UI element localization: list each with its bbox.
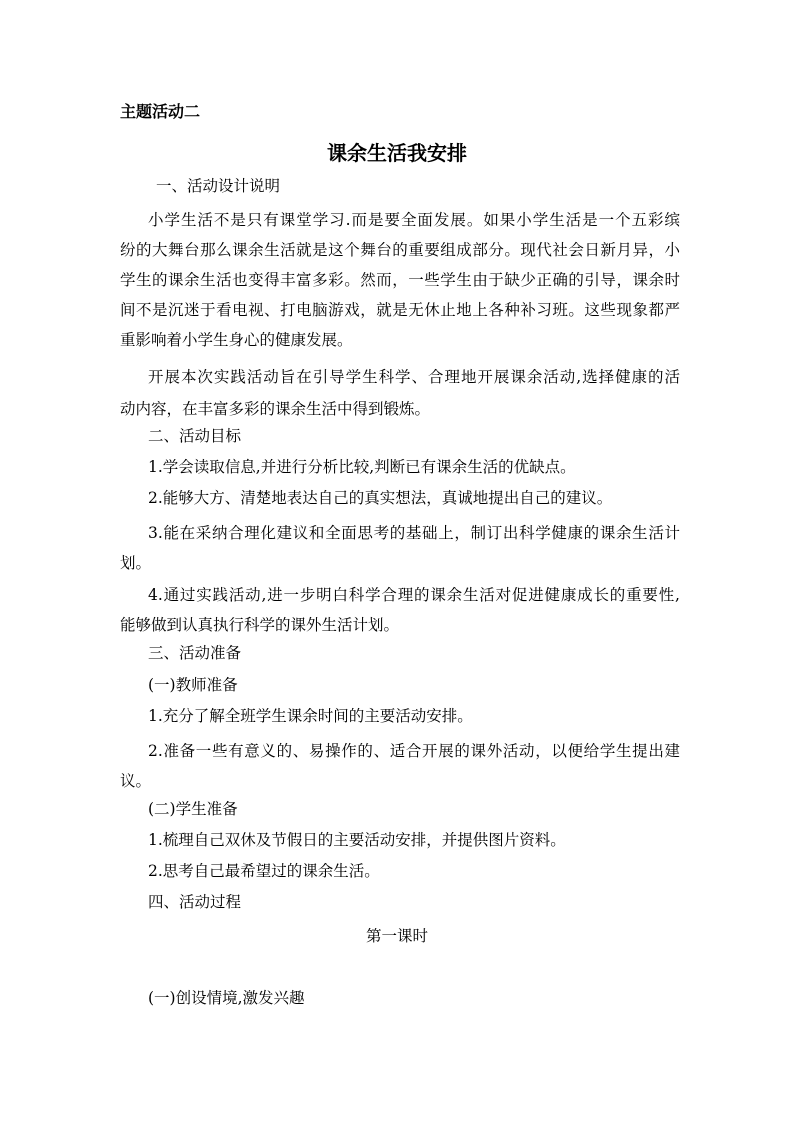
goal-3-line-1: 3.能在采纳合理化建议和全面思考的基础上，制订出科学健康的课余生活计 [148,524,680,542]
student-prep-heading: (二)学生准备 [148,800,238,818]
p1-line-1: 小学生活不是只有课堂学习.而是要全面发展。如果小学生活是一个五彩缤 [148,211,680,229]
teacher-prep-1: 1.充分了解全班学生课余时间的主要活动安排。 [148,707,473,725]
section-3-heading: 三、活动准备 [148,644,242,662]
goal-2: 2.能够大方、清楚地表达自己的真实想法，真诚地提出自己的建议。 [148,489,613,507]
goal-3 [120,518,680,578]
teacher-prep-2 [120,736,680,796]
section-1-paragraph-1 [120,205,680,355]
student-prep-1: 1.梳理自己双休及节假日的主要活动安排，并提供图片资料。 [148,831,566,849]
section-1-paragraph-2 [120,361,680,425]
p1-line-2: 纷的大舞台那么课余生活就是这个舞台的重要组成部分。现代社会日新月异，小 [120,241,680,259]
step-1-heading: (一)创设情境,激发兴趣 [148,989,305,1007]
p1-line-4: 间不是沉迷于看电视、打电脑游戏，就是无休止地上各种补习班。这些现象都严 [120,301,680,319]
p1-line-5: 重影响着小学生身心的健康发展。 [120,331,353,349]
p2-line-2: 动内容，在丰富多彩的课余生活中得到锻炼。 [120,400,431,418]
teacher-prep-2-line-2: 议。 [120,772,152,790]
student-prep-2: 2.思考自己最希望过的课余生活。 [148,862,380,880]
goal-1: 1.学会读取信息,并进行分析比较,判断已有课余生活的优缺点。 [148,458,576,476]
section-4-heading: 四、活动过程 [148,893,242,911]
teacher-prep-heading: (一)教师准备 [148,676,238,694]
goal-3-line-2: 划。 [120,554,152,572]
page-title: 课余生活我安排 [327,141,467,165]
goal-4-line-2: 能够做到认真执行科学的课外生活计划。 [120,616,400,634]
teacher-prep-2-line-1: 2.准备一些有意义的、易操作的、适合开展的课外活动，以便给学生提出建 [148,742,680,760]
section-1-heading: 一、活动设计说明 [156,177,281,195]
p2-line-1: 开展本次实践活动旨在引导学生科学、合理地开展课余活动,选择健康的活 [148,368,680,386]
goal-4-line-1: 4.通过实践活动,进一步明白科学合理的课余生活对促进健康成长的重要性, [148,586,680,604]
topic-label: 主题活动二 [120,102,201,121]
p1-line-3: 学生的课余生活也变得丰富多彩。然而，一些学生由于缺少正确的引导，课余时 [120,271,680,289]
goal-4 [120,580,680,640]
lesson-label: 第一课时 [365,927,428,945]
section-2-heading: 二、活动目标 [148,427,242,445]
